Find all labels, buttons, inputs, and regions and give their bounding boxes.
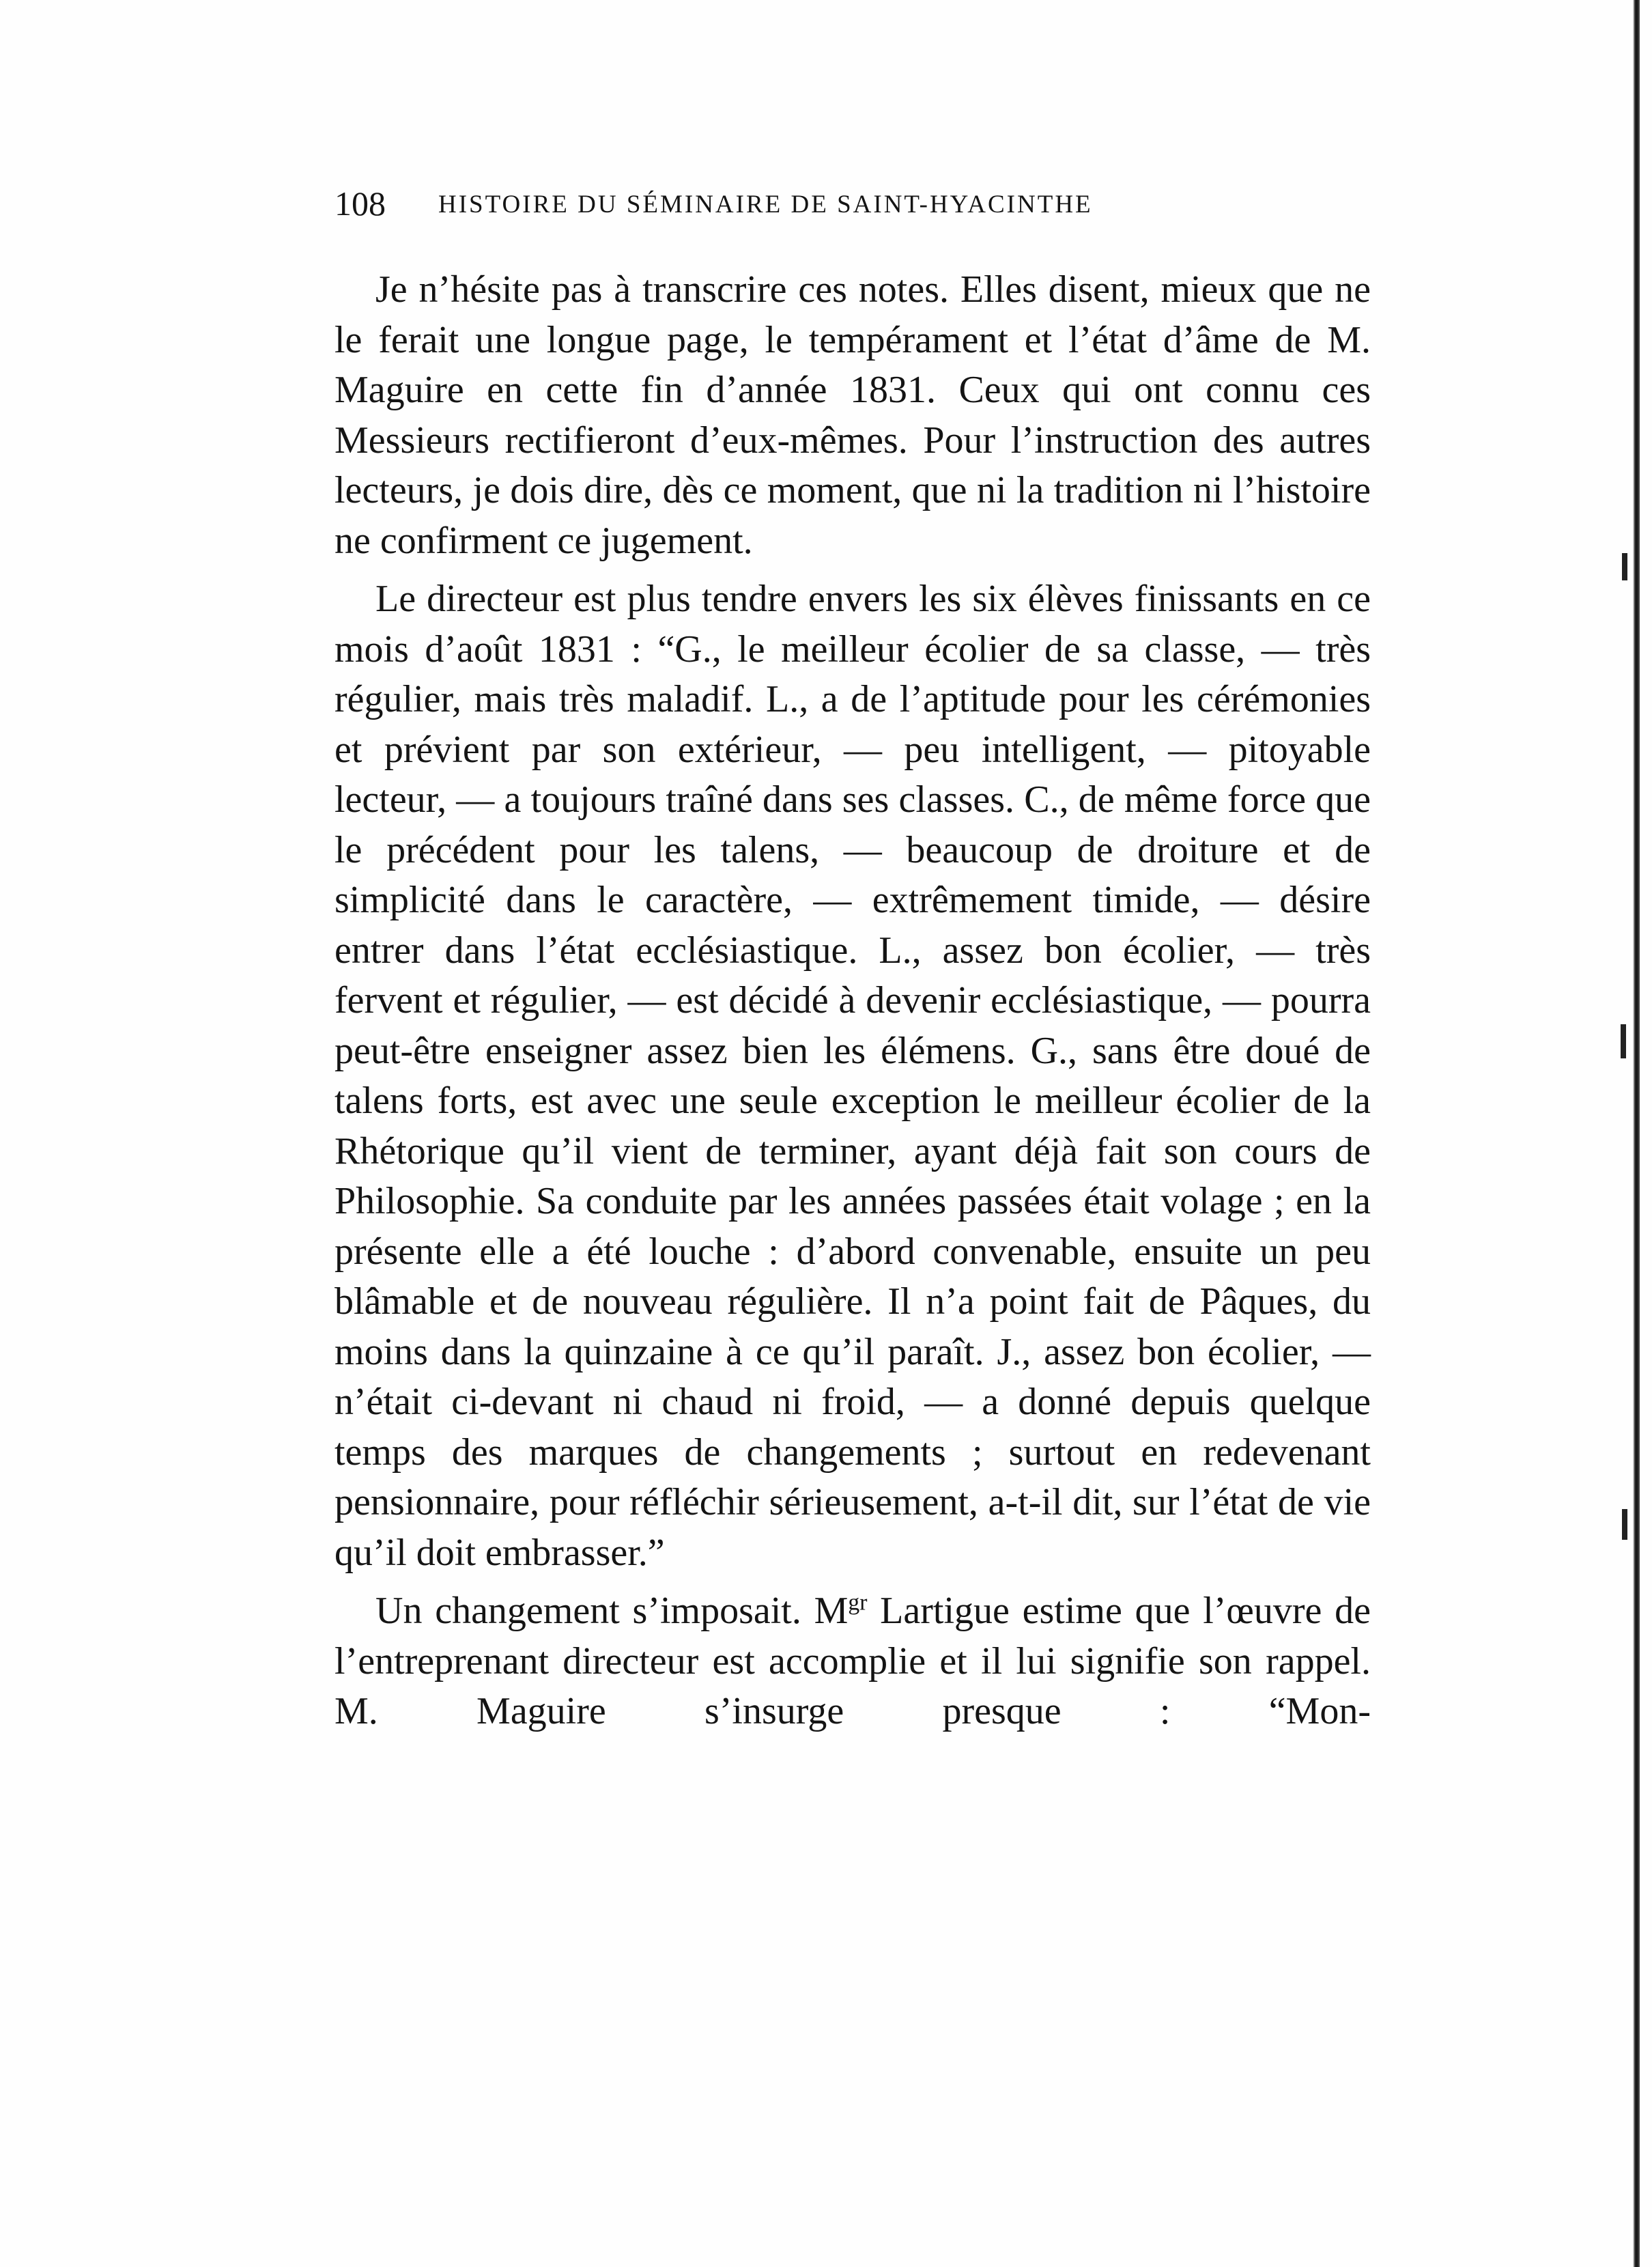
paragraph-3-end: Lartigue estime que l’œuvre de l’entreprenant directeur est accomplie et il lui signifie son rappel. M. Maguire s’insurge presque : “Mon- xyxy=(334,1590,1371,1732)
paragraph-2: Le directeur est plus tendre envers les six élèves finissants en ce mois d’août 1831 : “G., le meilleur écolier de sa classe, — très régulier, mais très maladif. L., a de l’aptitude pour les cérémonies et prévient par son extérieur, — peu intelligent, — pitoyable lecteur, — a toujours traîné dans ses classes. C., de même force que le précédent pour les talens, — beaucoup de droiture et de simplicité dans le caractère, — extrêmement timide, — désire entrer dans l’état ecclésiastique. L., assez bon écolier, — très fervent et régulier, — est décidé à devenir ecclésiastique, — pourra peut-être enseigner assez bien les élémens. G., sans être doué de talens forts, est avec une seule exception le meilleur écolier de la Rhétorique qu’il vient de terminer, ayant déjà fait son cours de Philosophie. Sa conduite par les années passées était volage ; en la présente elle a été louche : d’abord convenable, ensuite un peu blâmable et de nouveau régulière. Il n’a point fait de Pâques, du moins dans la quinzaine à ce qu’il paraît. J., assez bon écolier, — n’était ci-devant ni chaud ni froid, — a donné depuis quelque temps des marques de changements ; surtout en redevenant pensionnaire, pour réfléchir sérieusement, a-t-il dit, sur l’état de vie qu’il doit embrasser.” xyxy=(334,578,1371,1574)
paragraph-3 xyxy=(334,1586,1371,1737)
scan-edge-mark xyxy=(1621,1024,1626,1058)
page-header xyxy=(334,183,1256,224)
scan-edge-mark xyxy=(1622,553,1627,580)
paragraph-3-start: Un changement s’imposait. M xyxy=(375,1590,849,1632)
body-text xyxy=(334,265,1371,1737)
scan-edge-strip xyxy=(1633,0,1640,2267)
scan-edge-mark xyxy=(1622,1509,1627,1540)
monseigneur-superscript: gr xyxy=(848,1590,868,1616)
paragraph-1: Je n’hésite pas à transcrire ces notes. Elles disent, mieux que ne le ferait une longue page, le tempérament et l’état d’âme de M. Maguire en cette fin d’année 1831. Ceux qui ont connu ces Messieurs rectifieront d’eux-mêmes. Pour l’instruction des autres lecteurs, je dois dire, dès ce moment, que ni la tradition ni l’histoire ne confirment ce jugement. xyxy=(334,268,1371,562)
page-number: 108 xyxy=(334,184,386,223)
running-title: HISTOIRE DU SÉMINAIRE DE SAINT-HYACINTHE xyxy=(438,191,1093,219)
